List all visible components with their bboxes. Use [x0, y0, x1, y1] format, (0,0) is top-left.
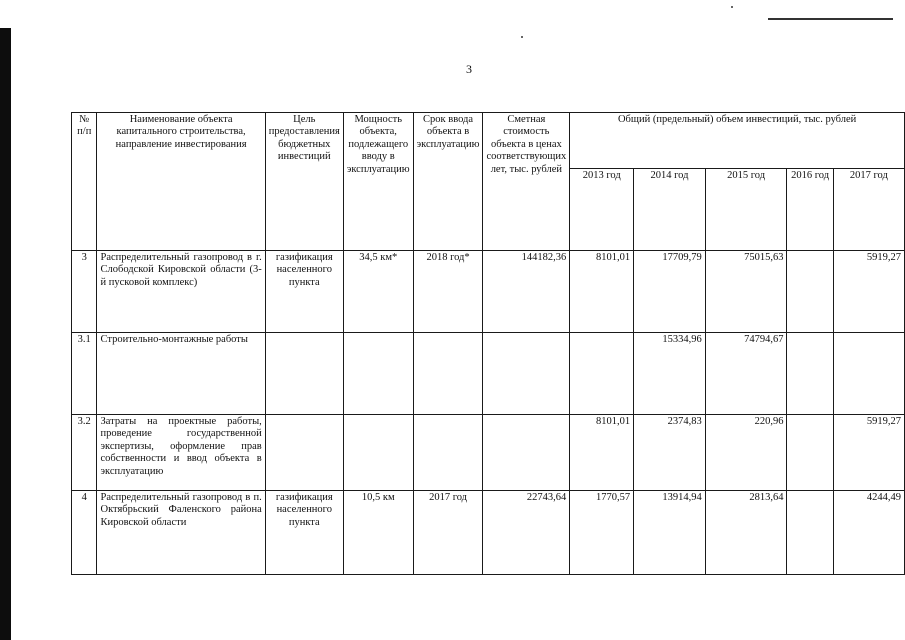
header-cost: Сметная стоимость объекта в ценах соответствующих лет, тыс. рублей — [483, 113, 570, 251]
header-row — [72, 113, 905, 169]
row-y2013: 8101,01 — [570, 251, 634, 333]
row-term: 2018 год* — [413, 251, 483, 333]
row-y2014: 15334,96 — [634, 333, 706, 415]
row-cost: 144182,36 — [483, 251, 570, 333]
row-capacity: 10,5 км — [343, 491, 413, 575]
page-number: 3 — [466, 62, 472, 76]
header-year-2013: 2013 год — [570, 169, 634, 251]
row-y2017: 4244,49 — [833, 491, 904, 575]
row-y2017 — [833, 333, 904, 415]
row-purpose — [265, 415, 343, 491]
row-name: Распределительный газопровод в п. Октябрьский Фаленского района Кировской области — [97, 491, 265, 575]
row-purpose — [265, 333, 343, 415]
row-y2015: 75015,63 — [705, 251, 787, 333]
header-term: Срок ввода объекта в эксплуатацию — [413, 113, 483, 251]
row-name: Затраты на проектные работы, проведение государственной экспертизы, оформление прав собственности и ввод объекта в эксплуатацию — [97, 415, 265, 491]
header-purpose: Цель предоставления бюджетных инвестиций — [265, 113, 343, 251]
header-year-2015: 2015 год — [705, 169, 787, 251]
row-term — [413, 415, 483, 491]
row-capacity — [343, 333, 413, 415]
row-name: Распределительный газопровод в г. Слободской Кировской области (3-й пусковой комплекс) — [97, 251, 265, 333]
row-num: 4 — [72, 491, 97, 575]
row-y2016 — [787, 333, 833, 415]
row-name: Строительно-монтажные работы — [97, 333, 265, 415]
row-y2013 — [570, 333, 634, 415]
header-capacity: Мощность объекта, подлежащего вводу в эксплуатацию — [343, 113, 413, 251]
row-y2015: 220,96 — [705, 415, 787, 491]
table-row — [72, 333, 905, 415]
row-purpose: газификация населенного пункта — [265, 251, 343, 333]
row-num: 3.2 — [72, 415, 97, 491]
row-num: 3.1 — [72, 333, 97, 415]
row-purpose: газификация населенного пункта — [265, 491, 343, 575]
row-y2016 — [787, 251, 833, 333]
header-year-2017: 2017 год — [833, 169, 904, 251]
row-y2014: 17709,79 — [634, 251, 706, 333]
row-cost — [483, 333, 570, 415]
row-capacity — [343, 415, 413, 491]
header-year-2014: 2014 год — [634, 169, 706, 251]
row-y2015: 74794,67 — [705, 333, 787, 415]
row-y2014: 2374,83 — [634, 415, 706, 491]
scan-edge-shadow — [0, 28, 11, 640]
table-row — [72, 415, 905, 491]
table-row — [72, 251, 905, 333]
row-capacity: 34,5 км* — [343, 251, 413, 333]
row-y2017: 5919,27 — [833, 415, 904, 491]
table-row — [72, 491, 905, 575]
row-y2013: 8101,01 — [570, 415, 634, 491]
row-y2015: 2813,64 — [705, 491, 787, 575]
scan-top-rule — [768, 18, 893, 20]
row-num: 3 — [72, 251, 97, 333]
header-name: Наименование объекта капитального строительства, направление инвестирования — [97, 113, 265, 251]
row-y2016 — [787, 491, 833, 575]
row-cost — [483, 415, 570, 491]
header-investment: Общий (предельный) объем инвестиций, тыс. рублей — [570, 113, 905, 169]
row-y2013: 1770,57 — [570, 491, 634, 575]
scan-speck — [521, 36, 523, 38]
investment-table — [71, 112, 905, 575]
row-term — [413, 333, 483, 415]
scan-speck — [731, 6, 733, 8]
header-year-2016: 2016 год — [787, 169, 833, 251]
row-term: 2017 год — [413, 491, 483, 575]
row-y2014: 13914,94 — [634, 491, 706, 575]
row-y2016 — [787, 415, 833, 491]
header-num: № п/п — [72, 113, 97, 251]
row-cost: 22743,64 — [483, 491, 570, 575]
row-y2017: 5919,27 — [833, 251, 904, 333]
